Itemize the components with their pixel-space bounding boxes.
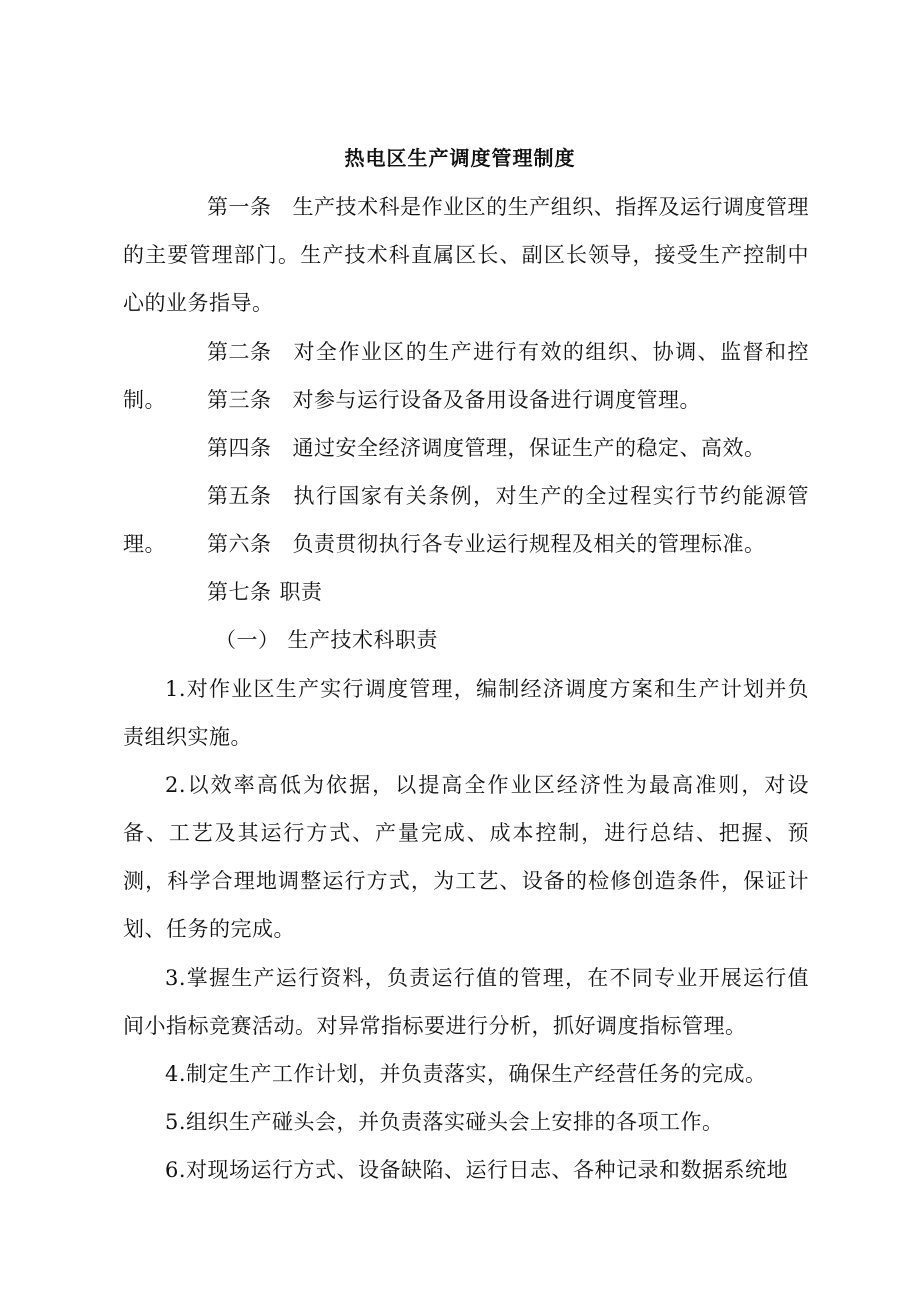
article-4 xyxy=(123,424,809,472)
article-label: 第六条 xyxy=(207,532,272,556)
section-heading xyxy=(123,616,809,664)
article-text: 执行国家有关条例，对生产的全过程实行节约能源管理。 xyxy=(123,484,809,556)
document-title: 热电区生产调度管理制度 xyxy=(344,146,576,170)
item-1: 1.对作业区生产实行调度管理，编制经济调度方案和生产计划并负责组织实施。 xyxy=(123,677,809,749)
section-text: 生产技术科职责 xyxy=(287,628,438,652)
article-1 xyxy=(123,183,809,327)
item-6: 6.对现场运行方式、设备缺陷、运行日志、各种记录和数据系统地 xyxy=(165,1158,789,1182)
article-text: 职责 xyxy=(279,580,323,604)
item-3: 3.掌握生产运行资料，负责运行值的管理，在不同专业开展运行值间小指标竞赛活动。对异常指标要进行分析，抓好调度指标管理。 xyxy=(123,966,809,1038)
item-4: 4.制定生产工作计划，并负责落实，确保生产经营任务的完成。 xyxy=(165,1062,767,1086)
article-label: 第五条 xyxy=(207,484,272,508)
section-label: （一） xyxy=(215,628,280,652)
article-text: 对全作业区的生产进行有效的组织、协调、监督和控制。 xyxy=(123,340,809,412)
article-label: 第三条 xyxy=(207,388,272,412)
article-3 xyxy=(123,376,809,424)
article-text: 通过安全经济调度管理，保证生产的稳定、高效。 xyxy=(292,436,766,460)
article-label: 第一条 xyxy=(207,195,272,219)
article-label: 第四条 xyxy=(207,436,272,460)
article-text: 对参与运行设备及备用设备进行调度管理。 xyxy=(292,388,701,412)
article-text: 生产技术科是作业区的生产组织、指挥及运行调度管理的主要管理部门。生产技术科直属区长、副区长领导，接受生产控制中心的业务指导。 xyxy=(123,195,809,315)
article-text: 负责贯彻执行各专业运行规程及相关的管理标准。 xyxy=(292,532,766,556)
article-label: 第七条 xyxy=(207,580,272,604)
article-label: 第二条 xyxy=(207,340,272,364)
item-5: 5.组织生产碰头会，并负责落实碰头会上安排的各项工作。 xyxy=(165,1110,724,1134)
item-2: 2.以效率高低为依据，以提高全作业区经济性为最高准则，对设备、工艺及其运行方式、产量完成、成本控制，进行总结、把握、预测，科学合理地调整运行方式，为工艺、设备的检修创造条件，保证计划、任务的完成。 xyxy=(123,773,809,941)
article-6 xyxy=(123,520,809,568)
article-7 xyxy=(123,568,809,616)
